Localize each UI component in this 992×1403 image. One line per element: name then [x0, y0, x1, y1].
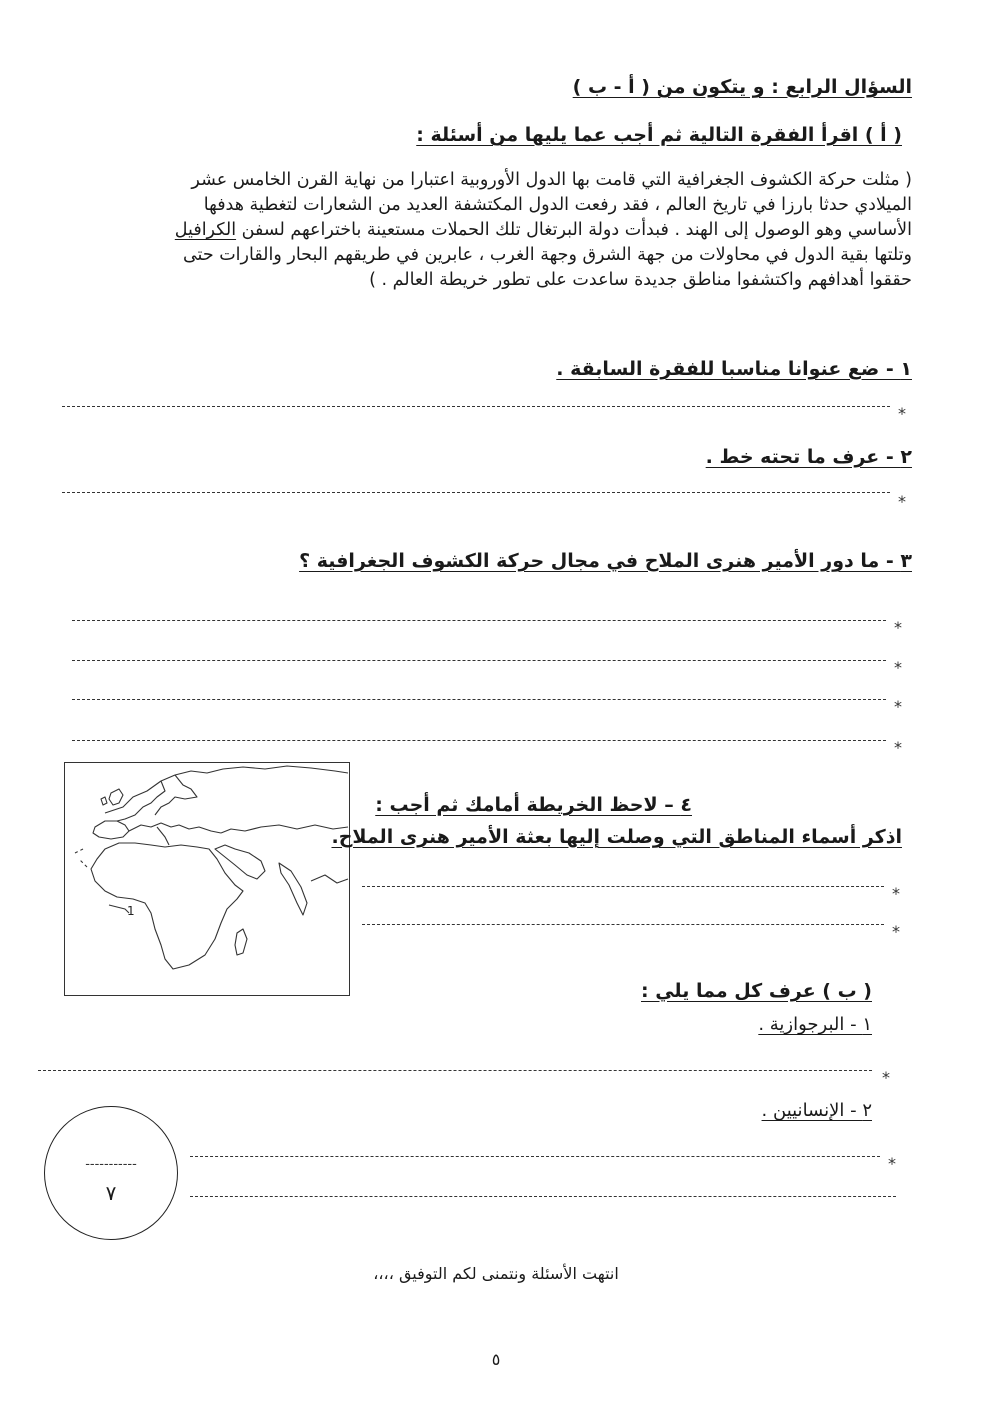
score-total: ٧: [105, 1181, 117, 1205]
score-blank: -----------: [85, 1157, 137, 1172]
scandinavia-coast: [117, 781, 165, 821]
ireland-shape: [101, 797, 107, 805]
question-1: ١ - ضع عنوانا مناسبا للفقرة السابقة .: [556, 358, 912, 380]
answer-line[interactable]: [72, 699, 886, 700]
map-figure: [64, 762, 350, 996]
answer-marker: *: [894, 738, 902, 757]
madagascar-shape: [235, 929, 247, 955]
question-3: ٣ - ما دور الأمير هنرى الملاح في مجال حركة الكشوف الجغرافية ؟: [299, 550, 912, 572]
southeast-asia-coast: [311, 875, 348, 883]
paragraph-line: حققوا أهدافهم واكتشفوا مناطق جديدة ساعدت على تطور خريطة العالم . ): [369, 270, 912, 290]
eurasia-coast: [105, 766, 348, 813]
route-marks: [75, 849, 87, 867]
answer-line[interactable]: [38, 1070, 872, 1071]
paragraph-line: وتلتها بقية الدول في محاولات من جهة الشرق وجهة الغرب ، عابرين في طريقهم البحار والقارات حتى: [182, 245, 912, 265]
page-number: ٥: [491, 1350, 501, 1369]
answer-line[interactable]: [190, 1156, 880, 1157]
underlined-term: الكرافيل: [174, 220, 237, 240]
answer-marker: *: [882, 1068, 890, 1087]
answer-marker: *: [892, 884, 900, 903]
score-circle: [44, 1106, 178, 1240]
answer-line[interactable]: [362, 924, 884, 925]
fourth-question-title: السؤال الرابع : و يتكون من ( أ - ب ): [572, 76, 912, 98]
paragraph-line: الأساسي وهو الوصول إلى الهند . فبدأت دولة البرتغال تلك الحملات مستعينة باختراعهم لسفن الكرافيل: [174, 220, 912, 240]
italy-shape: [157, 827, 169, 845]
arabia-shape: [215, 845, 265, 879]
route-pointer: [109, 905, 129, 913]
answer-marker: *: [888, 1154, 896, 1173]
asia-inner-coast: [221, 825, 348, 833]
map-illustration: [65, 763, 349, 995]
part-b-title: ( ب ) عرف كل مما يلي :: [641, 980, 872, 1002]
part-a-instruction: ( أ ) اقرأ الفقرة التالية ثم أجب عما يليها من أسئلة :: [416, 124, 902, 146]
answer-marker: *: [892, 922, 900, 941]
answer-line[interactable]: [62, 492, 890, 493]
question-4-text: اذكر أسماء المناطق التي وصلت إليها بعثة الأمير هنرى الملاح.: [331, 826, 902, 848]
answer-marker: *: [898, 404, 906, 423]
answer-line[interactable]: [62, 406, 890, 407]
answer-line[interactable]: [72, 620, 886, 621]
answer-marker: *: [894, 697, 902, 716]
mediterranean-north: [129, 823, 221, 833]
question-2: ٢ - عرف ما تحته خط .: [705, 446, 912, 468]
question-4-title: ٤ – لاحظ الخريطة أمامك ثم أجب :: [375, 794, 692, 816]
answer-line[interactable]: [72, 740, 886, 741]
part-b-item-2: ٢ - الإنسانيين .: [761, 1100, 872, 1121]
reading-paragraph: [52, 168, 912, 293]
answer-marker: *: [898, 492, 906, 511]
answer-marker: *: [894, 618, 902, 637]
britain-shape: [109, 789, 123, 805]
answer-line[interactable]: [362, 886, 884, 887]
part-b-item-1: ١ - البرجوازية .: [758, 1014, 872, 1035]
paragraph-line: ( مثلت حركة الكشوف الجغرافية التي قامت بها الدول الأوروبية اعتبارا من نهاية القرن الخامس عشر: [191, 170, 912, 190]
india-shape: [279, 863, 307, 915]
answer-line[interactable]: [190, 1196, 896, 1197]
answer-line[interactable]: [72, 660, 886, 661]
map-label: 1: [127, 904, 135, 918]
closing-text: انتهت الأسئلة ونتمنى لكم التوفيق ،،،،: [373, 1264, 619, 1283]
iberia-shape: [93, 821, 129, 839]
paragraph-line: الميلادي حدثا بارزا في تاريخ العالم ، فقد رفعت الدول المكتشفة العديد من الشعارات لتغطية هدفها: [203, 195, 912, 215]
answer-marker: *: [894, 658, 902, 677]
